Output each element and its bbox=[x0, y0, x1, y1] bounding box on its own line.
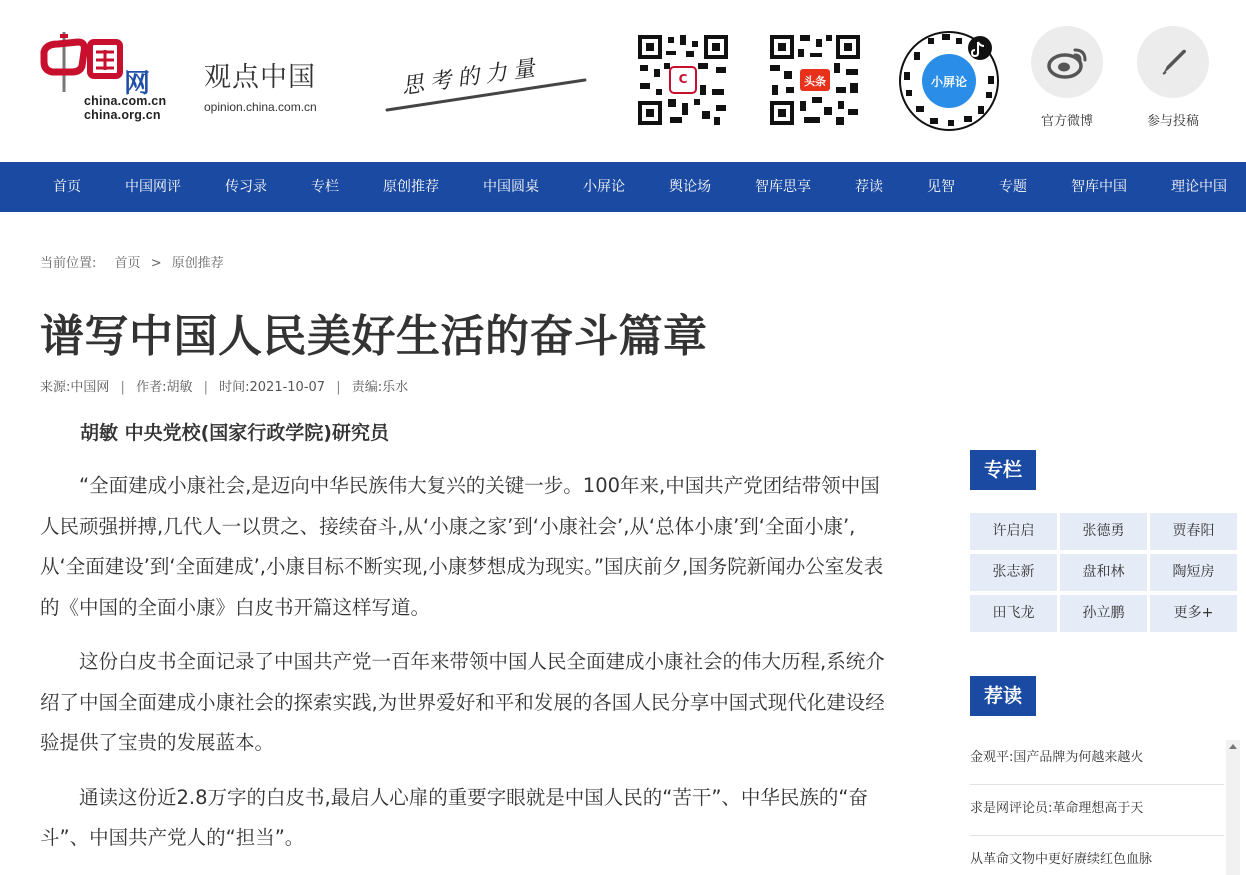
logo-wang-text: 网 bbox=[124, 69, 151, 99]
recommend-item[interactable]: 从革命文物中更好赓续红色血脉 bbox=[970, 852, 1153, 867]
article-body bbox=[40, 466, 886, 873]
meta-separator: | bbox=[203, 380, 208, 395]
article-meta bbox=[40, 376, 408, 395]
slogan bbox=[385, 50, 590, 115]
china-net-qr-icon bbox=[636, 33, 730, 127]
slogan-underline-icon bbox=[385, 50, 590, 115]
article-paragraph: 通读这份近2.8万字的白皮书,最启人心扉的重要字眼就是中国人民的“苦干”、中华民族的“奋斗”、中国共产党人的“担当”。 bbox=[40, 785, 869, 849]
nav-item-home[interactable]: 首页 bbox=[53, 179, 81, 195]
opinion-logo-domain: opinion.china.com.cn bbox=[204, 100, 317, 114]
nav-item-xiaopinglun[interactable]: 小屏论 bbox=[583, 179, 625, 195]
nav-item-china-review[interactable]: 中国网评 bbox=[125, 179, 181, 195]
columnist-link[interactable]: 孙立鹏 bbox=[1060, 595, 1147, 632]
nav-item-chuanxilu[interactable]: 传习录 bbox=[225, 179, 267, 195]
columnist-link[interactable]: 张德勇 bbox=[1060, 513, 1147, 550]
logo-domain-cn: china.com.cn bbox=[84, 94, 167, 108]
article-time: 时间:2021-10-07 bbox=[219, 380, 326, 395]
article-author: 作者:胡敏 bbox=[136, 380, 193, 395]
logo-domain-org: china.org.cn bbox=[84, 108, 161, 122]
more-columnists-link[interactable]: 更多+ bbox=[1150, 595, 1237, 632]
breadcrumb-separator: > bbox=[150, 256, 162, 271]
columnist-link[interactable]: 盘和林 bbox=[1060, 554, 1147, 591]
weibo-label[interactable]: 官方微博 bbox=[1040, 114, 1093, 129]
main-nav bbox=[0, 162, 1246, 212]
scroll-up-icon[interactable] bbox=[1229, 744, 1237, 749]
weibo-icon[interactable] bbox=[1031, 26, 1103, 98]
breadcrumb-current[interactable]: 原创推荐 bbox=[171, 256, 224, 271]
columnist-link[interactable]: 张志新 bbox=[970, 554, 1057, 591]
toutiao-badge: 头条 bbox=[804, 75, 826, 88]
nav-item-original[interactable]: 原创推荐 bbox=[383, 179, 439, 195]
breadcrumb bbox=[40, 252, 224, 271]
meta-separator: | bbox=[120, 380, 125, 395]
opinion-logo-name: 观点中国 bbox=[204, 62, 316, 93]
meta-separator: | bbox=[336, 380, 341, 395]
article-editor: 责编:乐水 bbox=[351, 380, 409, 395]
columnist-link[interactable]: 许启启 bbox=[970, 513, 1057, 550]
nav-item-jianzhi[interactable]: 见智 bbox=[927, 179, 955, 195]
article-source: 来源:中国网 bbox=[40, 380, 110, 395]
recommend-item[interactable]: 求是网评论员:革命理想高于天 bbox=[970, 785, 1224, 836]
recommend-item[interactable]: 金观平:国产品牌为何越来越火 bbox=[970, 734, 1224, 785]
nav-item-think-tank[interactable]: 智库思享 bbox=[755, 179, 811, 195]
columnist-link[interactable]: 陶短房 bbox=[1150, 554, 1237, 591]
nav-item-column[interactable]: 专栏 bbox=[311, 179, 339, 195]
nav-item-theory-china[interactable]: 理论中国 bbox=[1171, 179, 1227, 195]
article-title: 谱写中国人民美好生活的奋斗篇章 bbox=[40, 311, 708, 362]
author-byline: 胡敏 中央党校(国家行政学院)研究员 bbox=[80, 422, 389, 444]
nav-item-topics[interactable]: 专题 bbox=[999, 179, 1027, 195]
article-paragraph: 这份白皮书全面记录了中国共产党一百年来带领中国人民全面建成小康社会的伟大历程,系统介绍了中国全面建成小康社会的探索实践,为世界爱好和平和发展的各国人民分享中国式现代化建设经验提供了宝贵的发展蓝本。 bbox=[40, 650, 885, 754]
xiaopinglun-badge: 小屏论 bbox=[930, 75, 968, 89]
xiaopinglun-qr-icon bbox=[898, 30, 1000, 132]
nav-item-zhiku-china[interactable]: 智库中国 bbox=[1071, 179, 1127, 195]
columnist-link[interactable]: 贾春阳 bbox=[1150, 513, 1237, 550]
submit-label[interactable]: 参与投稿 bbox=[1146, 114, 1199, 129]
site-header bbox=[0, 0, 1246, 162]
slogan-text: 思考的力量 bbox=[400, 55, 543, 100]
recommend-scrollbar[interactable] bbox=[1226, 740, 1240, 875]
svg-text:C: C bbox=[678, 72, 688, 86]
opinion-china-logo[interactable] bbox=[204, 62, 344, 122]
nav-item-yulunchang[interactable]: 舆论场 bbox=[669, 179, 711, 195]
china-net-logo[interactable] bbox=[38, 30, 178, 126]
recommend-list bbox=[970, 734, 1224, 875]
nav-item-roundtable[interactable]: 中国圆桌 bbox=[483, 179, 539, 195]
columnist-link[interactable]: 田飞龙 bbox=[970, 595, 1057, 632]
weibo-link[interactable] bbox=[1030, 26, 1104, 129]
toutiao-qr-icon bbox=[768, 33, 862, 127]
submit-article-link[interactable] bbox=[1136, 26, 1210, 129]
recommend-section-title[interactable]: 荐读 bbox=[970, 676, 1036, 716]
column-section-title[interactable]: 专栏 bbox=[970, 450, 1036, 490]
breadcrumb-home[interactable]: 首页 bbox=[114, 256, 141, 271]
nav-item-recommend[interactable]: 荐读 bbox=[855, 179, 883, 195]
pen-icon[interactable] bbox=[1137, 26, 1209, 98]
breadcrumb-label: 当前位置: bbox=[40, 256, 97, 271]
article-paragraph: “全面建成小康社会,是迈向中华民族伟大复兴的关键一步。100年来,中国共产党团结带领中国人民顽强拼搏,几代人一以贯之、接续奋斗,从‘小康之家’到‘小康社会’,从‘总体小康’到‘全面小康’,从‘全面建设’到‘全面建成’,小康目标不断实现,小康梦想成为现实。”国庆前夕,国务院新闻办公室发表的《中国的全面小康》白皮书开篇这样写道。 bbox=[40, 474, 884, 619]
